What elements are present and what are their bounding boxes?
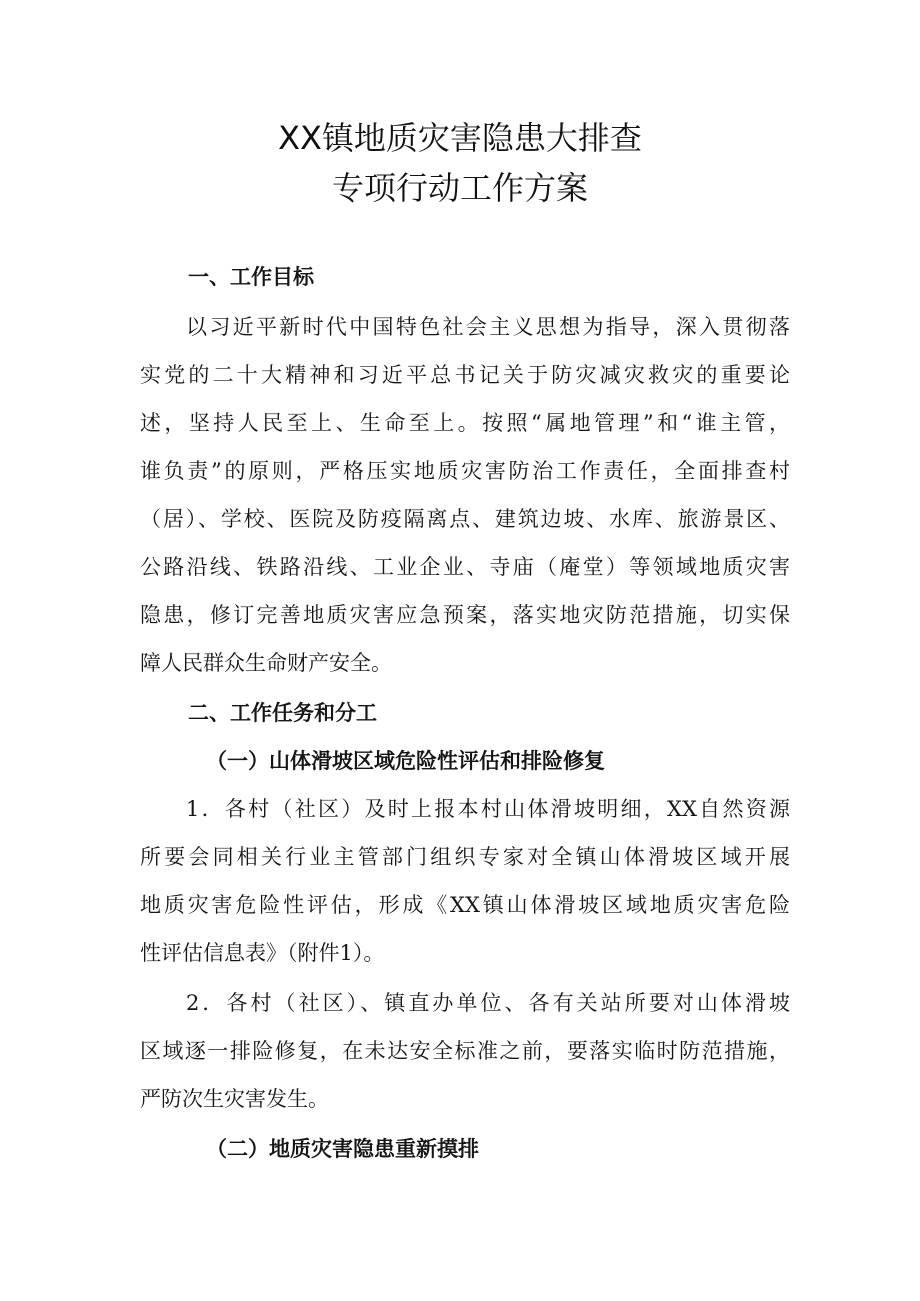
item-2-line-1: 2．各村（社区）、镇直办单位、各有关站所要对山体滑坡 <box>186 991 790 1015</box>
section-1-paragraph-line-4: 谁负责”的原则，严格压实地质灾害防治工作责任，全面排查村 <box>140 459 790 483</box>
section-1-paragraph-line-7: 隐患，修订完善地质灾害应急预案，落实地灾防范措施，切实保 <box>140 603 790 627</box>
item-2-line-2: 区域逐一排险修复，在未达安全标准之前，要落实临时防范措施， <box>140 1039 790 1063</box>
section-1-paragraph-line-3: 述，坚持人民至上、生命至上。按照“属地管理”和“谁主管， <box>140 411 790 435</box>
item-1-line-2: 所要会同相关行业主管部门组织专家对全镇山体滑坡区域开展 <box>140 845 790 869</box>
section-1-paragraph-line-5: （居）、学校、医院及防疫隔离点、建筑边坡、水库、旅游景区、 <box>140 507 790 531</box>
subsection-1-heading: （一）山体滑坡区域危险性评估和排险修复 <box>206 749 605 773</box>
section-1-heading: 一、工作目标 <box>188 265 314 289</box>
subsection-2-heading: （二）地质灾害隐患重新摸排 <box>206 1137 479 1161</box>
section-1-paragraph-line-1: 以习近平新时代中国特色社会主义思想为指导，深入贯彻落 <box>186 315 790 339</box>
section-2-heading: 二、工作任务和分工 <box>188 701 377 725</box>
item-1-line-3: 地质灾害危险性评估，形成《XX镇山体滑坡区域地质灾害危险 <box>140 893 790 917</box>
section-1-paragraph-line-6: 公路沿线、铁路沿线、工业企业、寺庙（庵堂）等领域地质灾害 <box>140 555 790 579</box>
item-1-line-4: 性评估信息表》（附件1）。 <box>140 941 385 965</box>
section-1-paragraph-line-2: 实党的二十大精神和习近平总书记关于防灾减灾救灾的重要论 <box>140 363 790 387</box>
item-1-line-1: 1．各村（社区）及时上报本村山体滑坡明细，XX自然资源 <box>186 797 790 821</box>
section-1-paragraph-line-8: 障人民群众生命财产安全。 <box>140 651 392 675</box>
document-title-line-2: 专项行动工作方案 <box>331 169 588 207</box>
item-2-line-3: 严防次生灾害发生。 <box>140 1087 329 1111</box>
document-title-line-1: XX镇地质灾害隐患大排查 <box>278 119 642 157</box>
